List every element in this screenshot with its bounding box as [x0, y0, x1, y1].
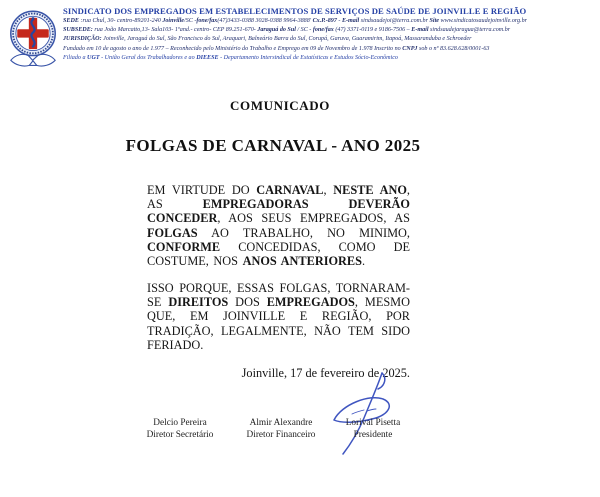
signer-name: Delcio Pereira — [153, 418, 207, 428]
paragraph-1: EM VIRTUDE DO CARNAVAL, NESTE ANO, AS EMPREGADORAS DEVERÃO CONCEDER, AOS SEUS EMPREGADOS, AS FOLGAS AO TRABALHO, NO MINIMO, CONFORME CONCEDIDAS, COMO DE COSTUME, NOS ANOS ANTERIORES. — [147, 183, 410, 269]
signer-role: Diretor Secretário — [146, 429, 214, 440]
letterhead-filiado-line: Filiado a UGT - União Geral dos Trabalhadores e ao DIEESE - Departamento Intersindical de Estatísticas e Estudos Sócio-Econômico — [63, 54, 398, 61]
letterhead — [8, 6, 596, 70]
signer-role: Presidente — [353, 429, 393, 440]
document-title: FOLGAS DE CARNAVAL - ANO 2025 — [125, 136, 421, 155]
signer-name: Almir Alexandre — [249, 418, 313, 428]
handwritten-signature-icon — [322, 370, 408, 458]
date-line: Joinville, 17 de fevereiro de 2025. — [241, 366, 410, 380]
letterhead-sede-line: SEDE :rua Chul, 30- centro-89201-240 Joinville/SC -fone/fax(47)3433-0388 3028-0388 9964-3888' Cx.P.-897 - E-mail sindsaudejoi@terra.com.br Site www.sindicatosaudejoinville.org.br — [63, 18, 528, 24]
handshake-icon — [11, 54, 55, 66]
signer-role: Diretor Financeiro — [246, 429, 316, 440]
letterhead-fundado-line: Fundado em 10 de agosto o ano de 1.977 – Reconhecido pelo Ministério do Trabalho e Emprego em 09 de Novembro de 1.978 Inscrito no CNPJ sob o nº 83.628.628/0001-63 — [63, 45, 490, 52]
union-logo-icon — [8, 8, 58, 70]
letterhead-subsede-line: SUBSEDE: rua João Marcatto,13- Sala103- 1ºand.- centro- CEP 89.251-670- Jaraguá do Sul / SC - fone/fax (47) 3371-0119 e 9186-7506 – E-mail sindsaudejaragua@terra.com.br — [63, 27, 511, 34]
paragraph-2: ISSO PORQUE, ESSAS FOLGAS, TORNARAM-SE DIREITOS DOS EMPREGADOS, MESMO QUE, EM JOINVILLE E REGIÃO, POR TRADIÇÃO, LEGALMENTE, NÃO TEM SIDO FERIADO. — [147, 281, 410, 352]
letterhead-jurisdicao-line: JURISDIÇÃO: Joinville, Jaraguá do Sul, São Francisco do Sul, Araquari, Balneário Barra do Sul, Corupá, Garuva, Guaramirim, Itapoá, Massaranduba e Schroeder — [63, 36, 472, 43]
signature-block-president — [318, 418, 428, 441]
signer-name: Lorival Pisetta — [345, 418, 401, 428]
signature-block-secretary — [125, 418, 235, 441]
organization-name: SINDICATO DOS EMPREGADOS EM ESTABELECIMENTOS DE SERVIÇOS DE SAÚDE DE JOINVILLE E REGIÃO — [63, 6, 527, 16]
letterhead-text — [63, 6, 596, 70]
comunicado-heading: COMUNICADO — [230, 98, 330, 113]
